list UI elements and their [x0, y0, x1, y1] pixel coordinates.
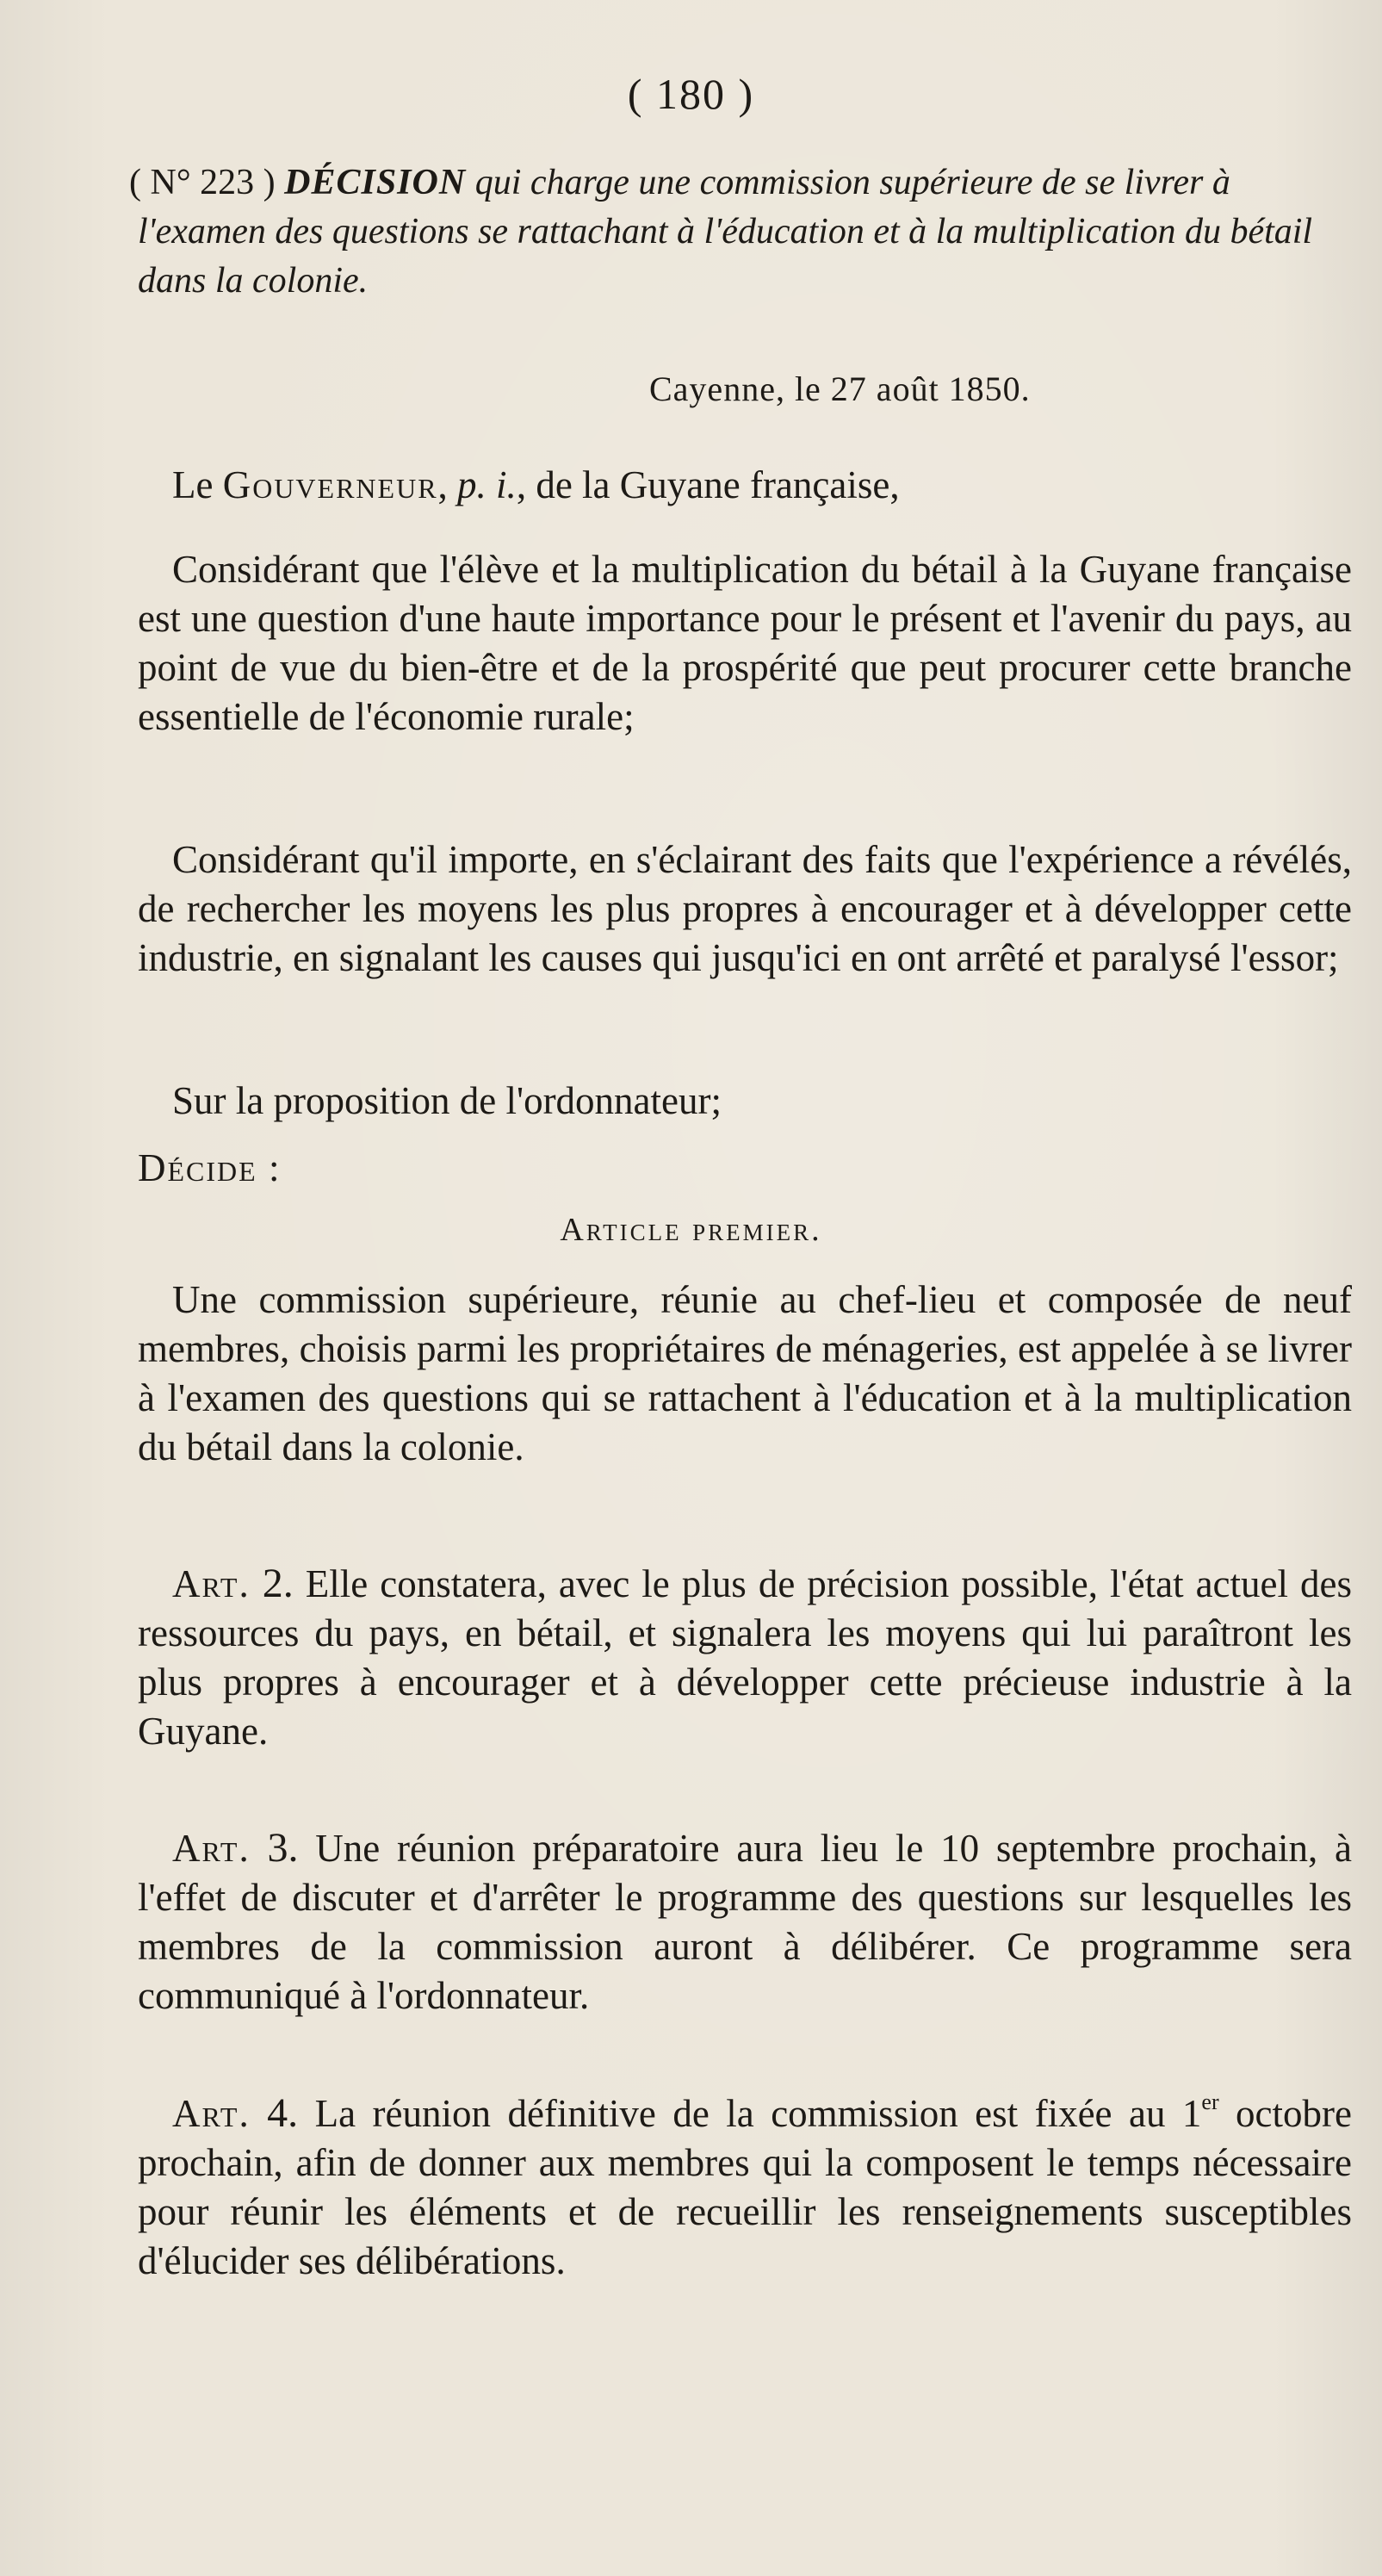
gouverneur-abbr: p. i. [457, 463, 517, 506]
decision-number: ( N° 223 ) [129, 163, 276, 202]
article-3-paragraph [138, 1823, 1352, 2020]
article-4-superscript: er [1201, 2089, 1219, 2114]
gouverneur-prefix: Le [172, 463, 214, 506]
considerant-paragraph-2: Considérant qu'il importe, en s'éclairant des faits que l'expérience a révélés, de rechercher les moyens les plus propres à encourager et à développer cette industrie, en signalant les causes qui jusqu'ici en ont arrêté et paralysé l'essor; [138, 838, 1352, 979]
article-3-label: Art. [172, 1827, 251, 1870]
considerant-paragraph-1: Considérant que l'élève et la multiplication du bétail à la Guyane française est une question d'une haute importance pour le présent et l'avenir du pays, au point de vue du bien-être et de la prospérité que peut procurer cette branche essentielle de l'économie rurale; [138, 548, 1352, 738]
article-premier-heading: Article premier. [560, 1212, 822, 1248]
gouverneur-title: Gouverneur [222, 463, 438, 506]
page-number: ( 180 ) [627, 70, 755, 118]
decision-title: DÉCISION [284, 163, 467, 202]
article-4-text-before: La réunion définitive de la commission est fixée au 1 [314, 2092, 1202, 2135]
article-2-number: 2. [262, 1561, 294, 1606]
gouverneur-line: Le Gouverneur, p. i., de la Guyane française, [172, 463, 900, 506]
article-4-paragraph [138, 2089, 1352, 2286]
decide-heading: Décide : [138, 1146, 282, 1189]
article-4-label: Art. [172, 2092, 251, 2135]
article-2-text: Elle constatera, avec le plus de précision possible, l'état actuel des ressources du pays, en bétail, et signalera les moyens qui lui paraîtront les plus propres à encourager et à développer cette précieuse industrie à la Guyane. [138, 1562, 1353, 1753]
article-4-number: 4. [267, 2090, 299, 2136]
decision-subject: qui charge une commission supérieure de se livrer à l'examen des questions se rattachant à l'éducation et à la multiplication du bétail dans la colonie. [138, 163, 1313, 301]
article-1-paragraph: Une commission supérieure, réunie au chef-lieu et composée de neuf membres, choisis parmi les propriétaires de ménageries, est appelée à se livrer à l'examen des questions qui se rattachent à l'éducation et à la multiplication du bétail dans la colonie. [138, 1278, 1352, 1468]
date-line: Cayenne, le 27 août 1850. [649, 369, 1031, 408]
article-2-paragraph [138, 1559, 1352, 1756]
article-3-number: 3. [267, 1825, 299, 1871]
article-4-text-after: octobre prochain, afin de donner aux membres qui la composent le temps nécessaire pour réunir les éléments et de recueillir les renseignements susceptibles d'élucider ses délibérations. [138, 2092, 1352, 2282]
article-3-text: Une réunion préparatoire aura lieu le 10 septembre prochain, à l'effet de discuter et d'arrêter le programme des questions sur lesquelles les membres de la commission auront à délibérer. Ce programme sera communiqué à l'ordonnateur. [138, 1827, 1353, 2017]
proposition-paragraph: Sur la proposition de l'ordonnateur; [172, 1079, 722, 1122]
decision-heading [129, 158, 1352, 306]
article-2-label: Art. [172, 1562, 251, 1605]
gouverneur-rest: de la Guyane française, [536, 463, 900, 506]
